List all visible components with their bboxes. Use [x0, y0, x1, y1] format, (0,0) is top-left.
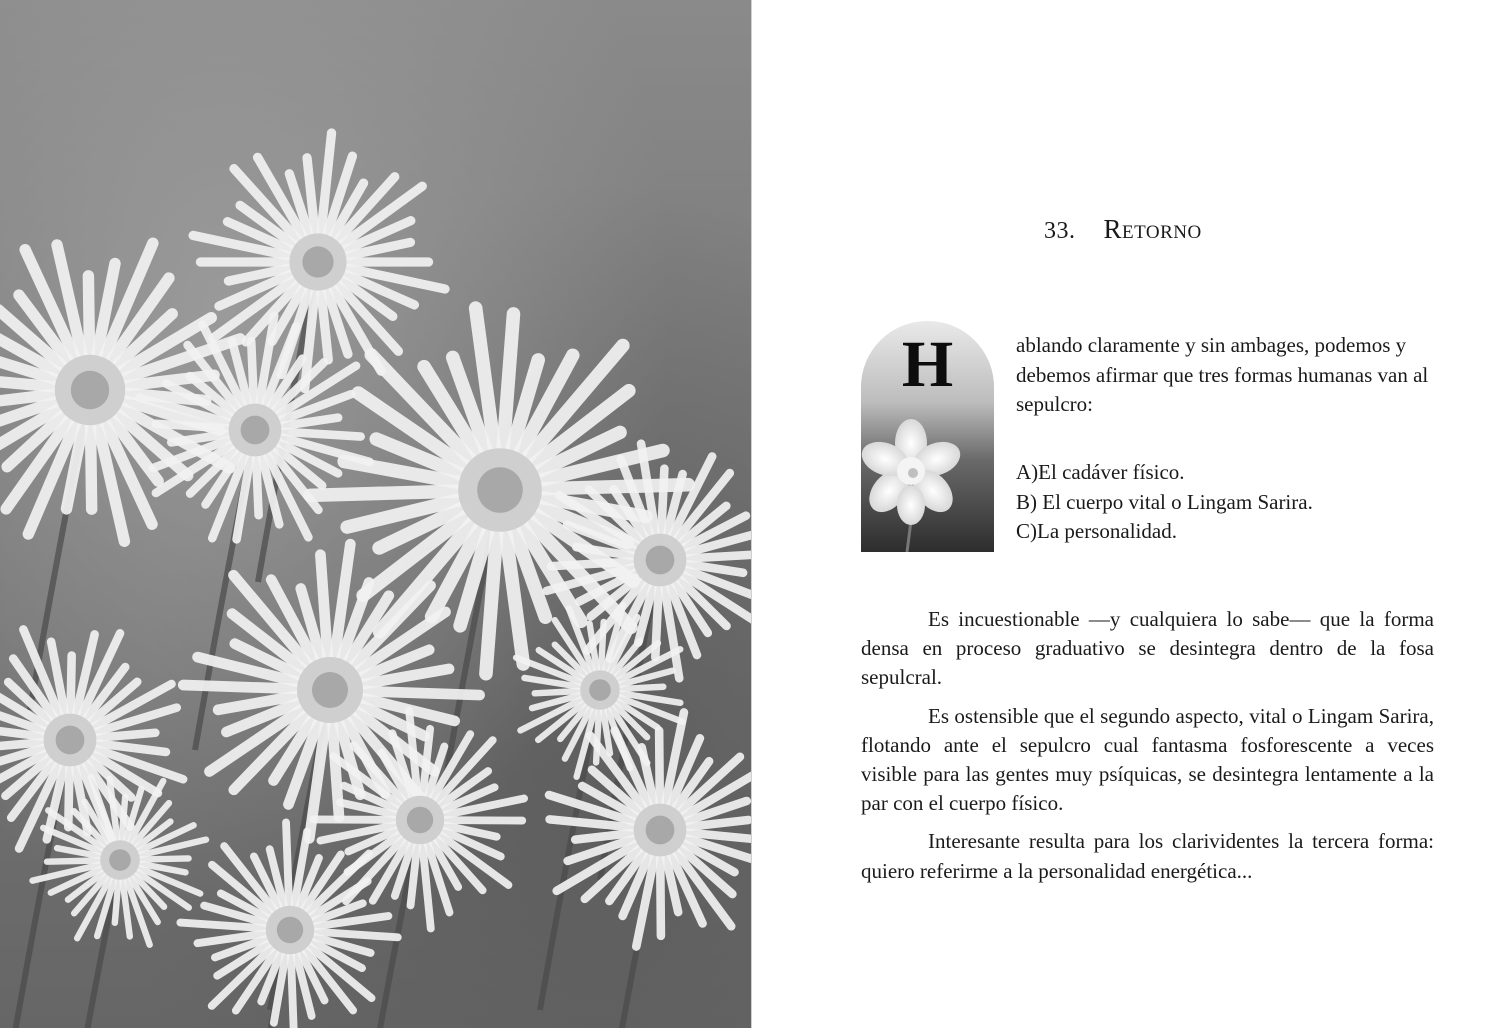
- list-item: [1016, 488, 1436, 518]
- body-paragraph: Interesante resulta para los clarividentes la tercera forma: quiero referirme a la personalidad energética...: [861, 829, 1434, 883]
- chapter-heading: [1044, 214, 1202, 245]
- list-marker: A): [1016, 460, 1039, 484]
- drop-cap-ornament: [861, 321, 994, 552]
- list-item-text: El cadáver físico.: [1038, 460, 1185, 484]
- aster-bloom: [180, 822, 397, 1028]
- aster-bloom: [547, 444, 752, 679]
- list-item: [1016, 458, 1436, 488]
- chapter-number: 33.: [1044, 218, 1076, 244]
- chapter-title: Retorno: [1103, 214, 1202, 244]
- body-paragraph: Es incuestionable —y cualquiera lo sabe— que la forma densa en proceso graduativo se desintegra dentro de la fosa sepulcral.: [861, 607, 1434, 690]
- list-item-text: El cuerpo vital o Lingam Sarira.: [1037, 489, 1313, 514]
- page-gutter: [751, 0, 752, 1028]
- list-item-text: La personalidad.: [1037, 519, 1177, 543]
- intro-text: ablando claramente y sin ambages, podemos y debemos afirmar que tres formas humanas van al sepulcro:: [1016, 333, 1429, 416]
- body-paragraph: Es ostensible que el segundo aspecto, vital o Lingam Sarira, flotando ante el sepulcro cual fantasma fosforescente a veces visible para las gentes muy psíquicas, se desintegra lentamente a la par con el cuerpo físico.: [861, 703, 1434, 816]
- list-marker: C): [1016, 519, 1037, 543]
- aster-bloom: [139, 316, 369, 540]
- intro-paragraph: [1016, 331, 1436, 420]
- drop-cap-letter: H: [901, 328, 954, 401]
- list-item: [1016, 517, 1436, 547]
- body-text: [861, 605, 1434, 895]
- list-marker: B): [1016, 489, 1037, 514]
- aster-bloom: [549, 712, 752, 946]
- forms-list: [1016, 458, 1436, 547]
